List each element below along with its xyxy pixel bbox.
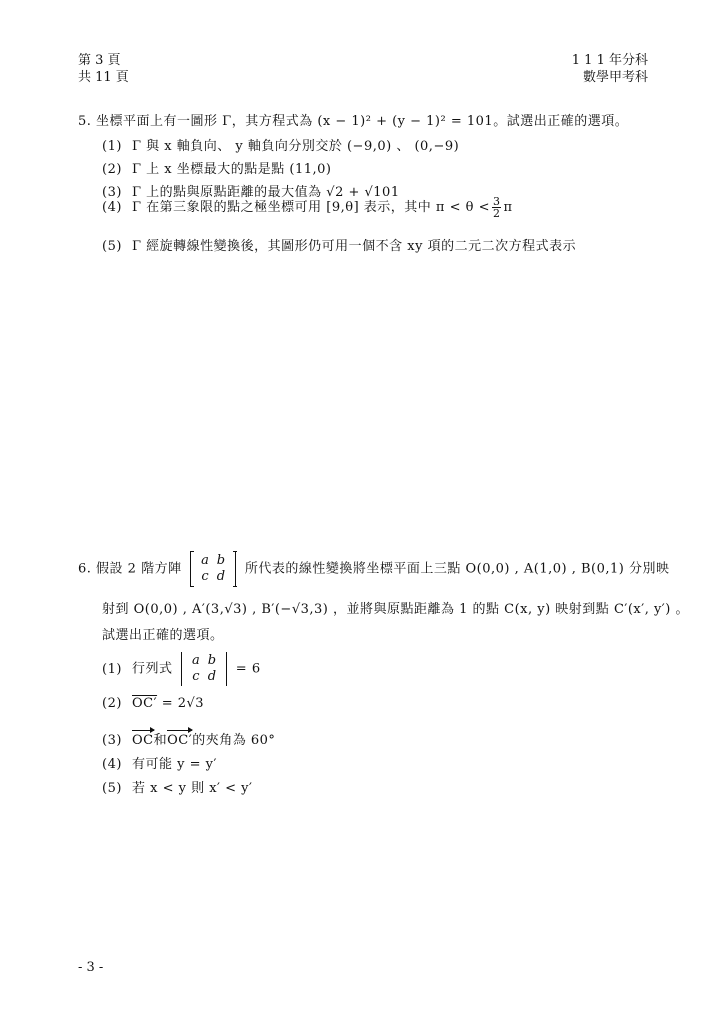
q6-stem-a: 6. 假設 2 階方陣 [78, 561, 182, 577]
vector: OC [132, 733, 154, 748]
option-number: (4) [102, 757, 122, 772]
option-number: (2) [102, 696, 122, 711]
determinant [181, 652, 227, 686]
vector: OC′ [167, 733, 193, 748]
page-number: 第 3 頁 [78, 53, 121, 68]
page-footer: - 3 - [78, 960, 104, 975]
determinant-row-1 [188, 653, 220, 668]
option-text: 和 [153, 733, 168, 748]
q5-option-1 [102, 135, 459, 154]
q6-option-2 [102, 696, 204, 711]
total-pages: 共 11 頁 [78, 70, 129, 85]
matrix-entry: b [207, 653, 217, 668]
q5-stem: 5. 坐標平面上有一圖形 Γ，其方程式為 (x − 1)² + (y − 1)² = 101。試選出正確的選項。 [78, 114, 629, 129]
exam-info [572, 52, 648, 86]
fraction [492, 196, 502, 219]
matrix-entry: c [192, 669, 201, 684]
option-number: (2) [102, 162, 122, 177]
q5-option-4 [102, 196, 513, 219]
q6-option-5 [102, 777, 252, 796]
option-text: Γ 上 x 坐標最大的點是點 (11,0) [132, 162, 332, 177]
q6-option-3 [102, 729, 275, 748]
option-number: (3) [102, 733, 122, 748]
option-number: (5) [102, 239, 122, 254]
option-text: 行列式 [132, 661, 173, 677]
matrix-entry: a [192, 653, 201, 668]
option-text-end: = 6 [235, 661, 261, 677]
matrix-row-2 [197, 569, 229, 584]
matrix-entry: d [216, 569, 226, 584]
option-text-end: 的夾角為 60° [192, 733, 276, 748]
option-text: Γ 上的點與原點距離的最大值為 √2 + √101 [132, 185, 400, 200]
q6-stem-b: 所代表的線性變換將坐標平面上三點 O(0,0) , A(1,0) , B(0,1) 分別映 [244, 561, 670, 577]
fraction-numerator: 3 [492, 195, 501, 208]
q6-option-1 [102, 652, 261, 686]
magnitude: OC′ [132, 696, 158, 711]
option-text: Γ 在第三象限的點之極坐標可用 [9,θ] 表示，其中 π < θ < [132, 200, 490, 215]
option-text-end: = 2√3 [161, 696, 205, 711]
option-text-end: π [503, 200, 513, 215]
option-text: Γ 經旋轉線性變換後，其圖形仍可用一個不含 xy 項的二元二次方程式表示 [132, 239, 577, 254]
q6-stem-line-3: 試選出正確的選項。 [102, 628, 224, 643]
option-text: Γ 與 x 軸負向、 y 軸負向分別交於 (−9,0) 、 (0,−9) [132, 139, 460, 154]
option-number: (1) [102, 661, 122, 677]
exam-name: 數學甲考科 [582, 70, 648, 85]
matrix [190, 552, 236, 586]
option-number: (1) [102, 139, 122, 154]
option-number: (5) [102, 781, 122, 796]
option-text: 有可能 y = y′ [132, 757, 217, 772]
option-text: 若 x < y 則 x′ < y′ [132, 781, 253, 796]
q5-option-2 [102, 158, 331, 177]
fraction-denominator: 2 [492, 207, 501, 220]
option-number: (4) [102, 200, 122, 215]
matrix-entry: a [201, 553, 210, 568]
q6-stem-line-2: 射到 O(0,0) , A′(3,√3) , B′(−√3,3) ，並將與原點距離為 1 的點 C(x, y) 映射到點 C′(x′, y′) 。 [102, 602, 689, 617]
matrix-entry: b [216, 553, 226, 568]
q5-option-5 [102, 235, 576, 254]
determinant-row-2 [188, 669, 220, 684]
page-info [78, 52, 129, 86]
matrix-row-1 [197, 553, 229, 568]
q6-stem-line-1 [78, 552, 669, 586]
matrix-entry: c [201, 569, 210, 584]
option-number: (3) [102, 185, 122, 200]
exam-year: 1 1 1 年分科 [571, 53, 648, 68]
matrix-entry: d [207, 669, 217, 684]
q6-option-4 [102, 753, 217, 772]
